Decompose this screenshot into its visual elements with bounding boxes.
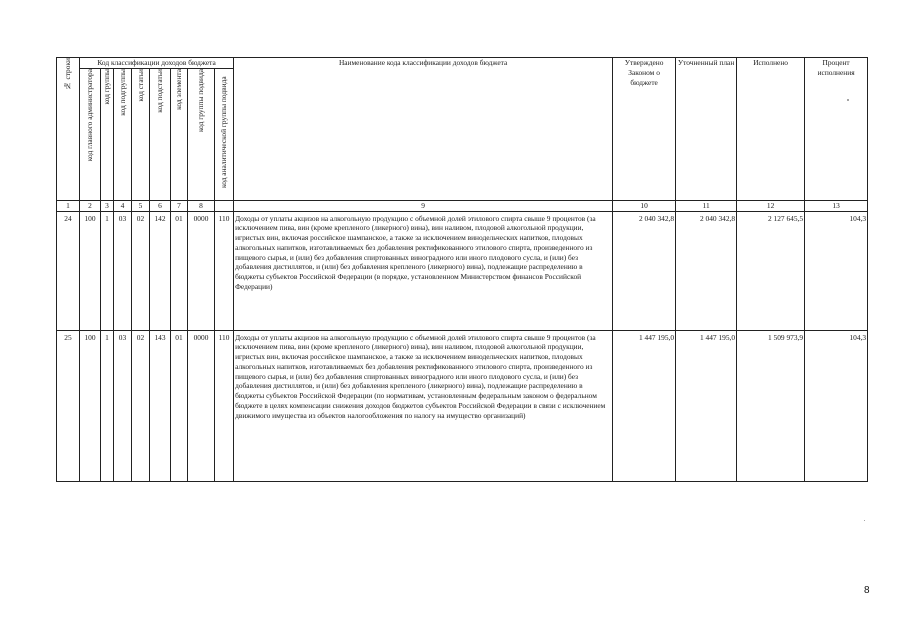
row-number-cell: 24 <box>57 211 80 330</box>
executed-cell: 1 509 973,9 <box>737 330 805 481</box>
table-row <box>57 211 868 330</box>
element-code-header: код элемента <box>171 68 188 200</box>
analytic-group-code-cell: 110 <box>215 211 234 330</box>
revised-plan-cell: 2 040 342,8 <box>676 211 737 330</box>
column-number: 9 <box>234 200 613 211</box>
percent-header: Процент исполнения <box>805 58 868 201</box>
column-number: 3 <box>101 200 114 211</box>
revenue-name-cell: Доходы от уплаты акцизов на алкогольную продукцию с объемной долей этилового спирта свыше 9 процентов (за исключением пива, вин (кроме крепленого (ликерного) вина), вин наливом, плодовой алкогольной продукции, игристых вин, включая российское шампанское, а также за исключением винодельческих напитков, плодовых алкогольных напитков, изготавливаемых без добавления ректификованного этилового спирта, произведенного из пищевого сырья, и (или) без добавления спиртованных виноградного или иного плодового сусла, и (или) без добавления дистиллятов, и (или) без добавления крепленого (ликерного) вина), подлежащие распределению в бюджеты субъектов Российской Федерации (по нормативам, установленным федеральным законом о федеральном бюджете в целях компенсации снижения доходов бюджетов субъектов Российской Федерации в связи с исключением движимого имущества из объектов налогообложения по налогу на имущество организаций) <box>234 330 613 481</box>
revised-plan-header: Уточненный план <box>676 58 737 201</box>
subgroup-code-cell: 03 <box>114 211 132 330</box>
column-number: 11 <box>676 200 737 211</box>
column-number: 4 <box>114 200 132 211</box>
row-number-header: № строки <box>57 58 80 201</box>
approved-cell: 1 447 195,0 <box>613 330 676 481</box>
article-code-cell: 02 <box>132 211 150 330</box>
approved-header: Утверждено Законом о бюджете <box>613 58 676 201</box>
group-code-cell: 1 <box>101 330 114 481</box>
scan-speck <box>847 99 849 101</box>
subarticle-code-header: код подстатьи <box>150 68 171 200</box>
executed-cell: 2 127 645,5 <box>737 211 805 330</box>
article-code-header: код статьи <box>132 68 150 200</box>
admin-code-cell: 100 <box>80 330 101 481</box>
column-number: 12 <box>737 200 805 211</box>
column-number <box>215 200 234 211</box>
row-number-cell: 25 <box>57 330 80 481</box>
column-number-row <box>57 200 868 211</box>
subarticle-code-cell: 143 <box>150 330 171 481</box>
subtype-group-code-cell: 0000 <box>188 211 215 330</box>
page-number: 8 <box>864 585 870 596</box>
subgroup-code-header: код подгруппы <box>114 68 132 200</box>
column-number: 2 <box>80 200 101 211</box>
group-code-cell: 1 <box>101 211 114 330</box>
subarticle-code-cell: 142 <box>150 211 171 330</box>
analytic-group-code-cell: 110 <box>215 330 234 481</box>
name-header: Наименование кода классификации доходов бюджета <box>234 58 613 201</box>
analytic-group-code-header: код аналитической группы подвида <box>215 68 234 200</box>
header-row-top <box>57 58 868 69</box>
subtype-group-code-cell: 0000 <box>188 330 215 481</box>
column-number: 10 <box>613 200 676 211</box>
approved-cell: 2 040 342,8 <box>613 211 676 330</box>
column-number: 13 <box>805 200 868 211</box>
column-number: 7 <box>171 200 188 211</box>
subtype-group-code-header: код группы подвида <box>188 68 215 200</box>
executed-header: Исполнено <box>737 58 805 201</box>
admin-code-header: код главного администратора <box>80 68 101 200</box>
percent-cell: 104,3 <box>805 330 868 481</box>
subgroup-code-cell: 03 <box>114 330 132 481</box>
group-code-header: код группы <box>101 68 114 200</box>
column-number: 6 <box>150 200 171 211</box>
admin-code-cell: 100 <box>80 211 101 330</box>
article-code-cell: 02 <box>132 330 150 481</box>
budget-revenue-table <box>56 57 868 482</box>
classification-group-header: Код классификации доходов бюджета <box>80 58 234 69</box>
scan-speck <box>864 520 865 521</box>
element-code-cell: 01 <box>171 211 188 330</box>
revised-plan-cell: 1 447 195,0 <box>676 330 737 481</box>
element-code-cell: 01 <box>171 330 188 481</box>
column-number: 1 <box>57 200 80 211</box>
revenue-name-cell: Доходы от уплаты акцизов на алкогольную продукцию с объемной долей этилового спирта свыше 9 процентов (за исключением пива, вин (кроме крепленого (ликерного) вина), вин наливом, плодовой алкогольной продукции, игристых вин, включая российское шампанское, а также за исключением винодельческих напитков, плодовых алкогольных напитков, изготавливаемых без добавления ректификованного этилового спирта, произведенного из пищевого сырья, и (или) без добавления спиртованных виноградного или иного плодового сусла, и (или) без добавления дистиллятов, и (или) без добавления крепленого (ликерного) вина), подлежащие распределению в бюджеты субъектов Российской Федерации (в порядке, установленном Министерством финансов Российской Федерации) <box>234 211 613 330</box>
percent-cell: 104,3 <box>805 211 868 330</box>
table-row <box>57 330 868 481</box>
column-number: 5 <box>132 200 150 211</box>
column-number: 8 <box>188 200 215 211</box>
